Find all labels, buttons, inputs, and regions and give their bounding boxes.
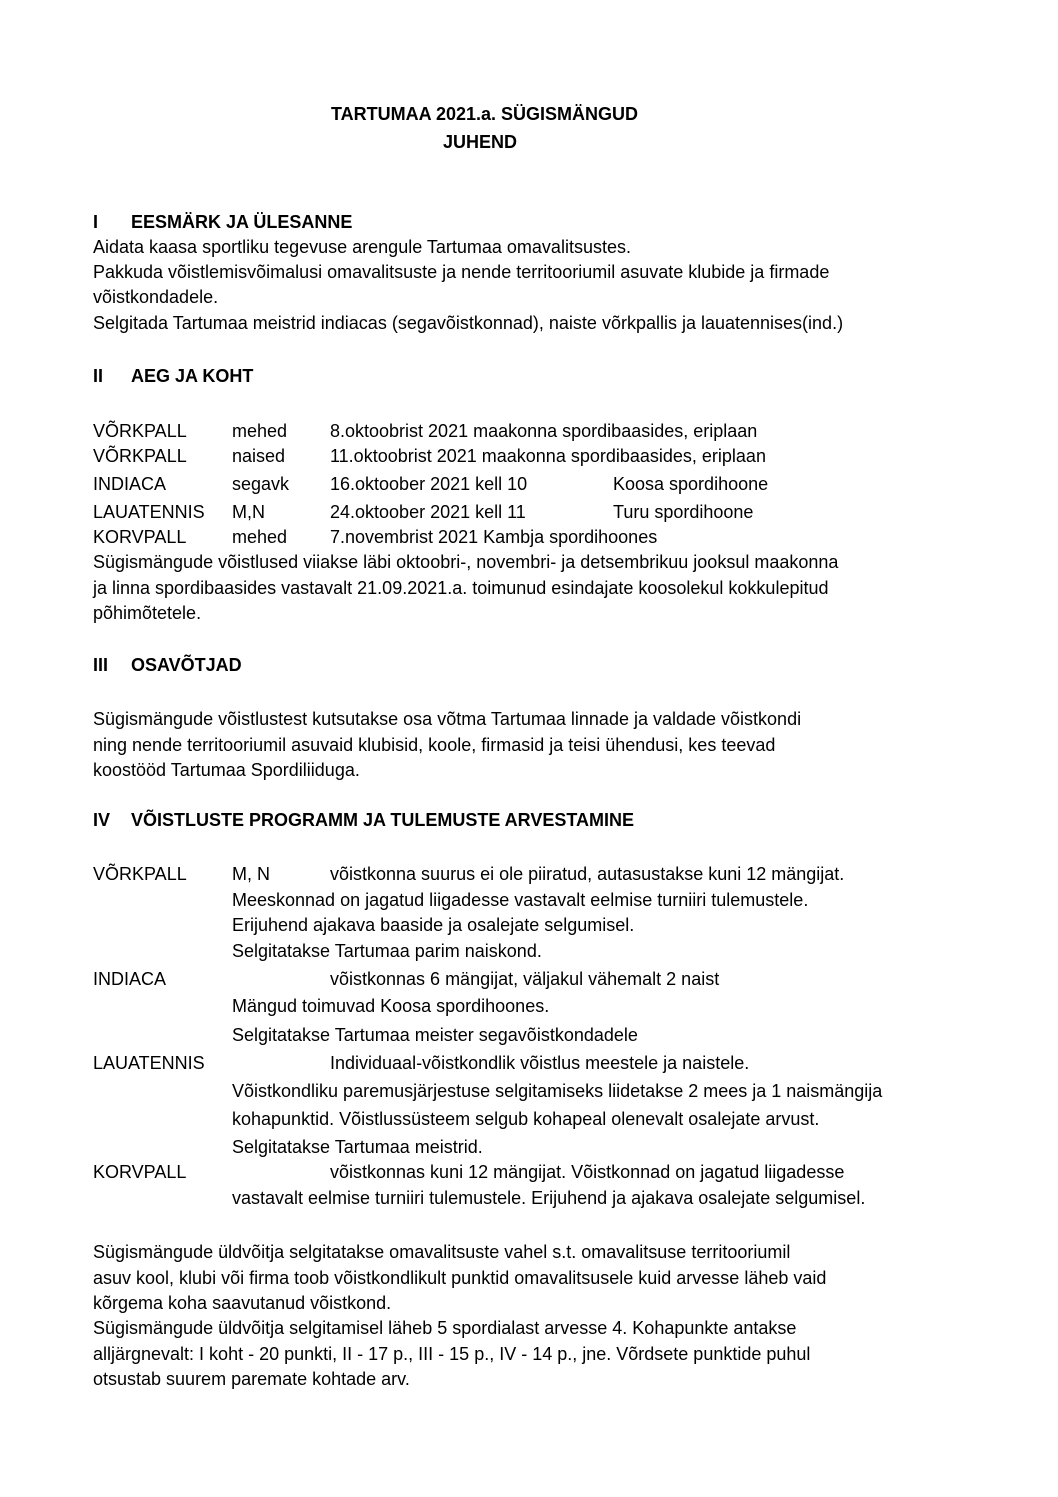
section-2-heading: AEG JA KOHT: [131, 366, 254, 386]
schedule-info: 8.oktoobrist 2021 maakonna spordibaasides, eriplaan: [330, 421, 758, 441]
schedule-sport: VÕRKPALL: [93, 446, 187, 466]
section-3-line: koostööd Tartumaa Spordiliiduga.: [93, 760, 360, 780]
program-text: võistkonna suurus ei ole piiratud, autasustakse kuni 12 mängijat.: [330, 864, 845, 884]
schedule-place: Koosa spordihoone: [613, 474, 769, 494]
section-3-line: ning nende territooriumil asuvaid klubisid, koole, firmasid ja teisi ühendusi, kes teevad: [93, 735, 776, 755]
program-text: Võistkondliku paremusjärjestuse selgitamiseks liidetakse 2 mees ja 1 naismängija: [232, 1081, 883, 1101]
section-1-line: Selgitada Tartumaa meistrid indiacas (segavõistkonnad), naiste võrkpallis ja lauatennises(ind.): [93, 313, 844, 333]
schedule-group: mehed: [232, 527, 288, 547]
section-1-number: I: [93, 212, 99, 232]
program-text: võistkonnas kuni 12 mängijat. Võistkonnad on jagatud liigadesse: [330, 1162, 845, 1182]
schedule-group: segavk: [232, 474, 290, 494]
section-4-heading: VÕISTLUSTE PROGRAMM JA TULEMUSTE ARVESTAMINE: [131, 810, 635, 830]
document-subtitle: JUHEND: [443, 132, 518, 152]
program-text: Selgitatakse Tartumaa meistrid.: [232, 1137, 483, 1157]
schedule-group: M,N: [232, 502, 265, 522]
section-1-line: võistkondadele.: [93, 287, 219, 307]
schedule-info: 24.oktoober 2021 kell 11: [330, 502, 526, 522]
schedule-info: 11.oktoobrist 2021 maakonna spordibaasides, eriplaan: [330, 446, 766, 466]
program-sport: INDIACA: [93, 969, 167, 989]
section-2-line: ja linna spordibaasides vastavalt 21.09.2021.a. toimunud esindajate koosolekul kokkulepitud: [93, 578, 829, 598]
schedule-group: mehed: [232, 421, 288, 441]
schedule-info: 16.oktoober 2021 kell 10: [330, 474, 528, 494]
program-text: Selgitatakse Tartumaa parim naiskond.: [232, 941, 542, 961]
section-3-line: Sügismängude võistlustest kutsutakse osa võtma Tartumaa linnade ja valdade võistkondi: [93, 709, 802, 729]
program-sport: LAUATENNIS: [93, 1053, 205, 1073]
scoring-line: alljärgnevalt: I koht - 20 punkti, II - 17 p., III - 15 p., IV - 14 p., jne. Võrdsete punktide puhul: [93, 1344, 811, 1364]
schedule-sport: KORVPALL: [93, 527, 187, 547]
scoring-line: Sügismängude üldvõitja selgitatakse omavalitsuste vahel s.t. omavalitsuse territooriumil: [93, 1242, 791, 1262]
program-text: Individuaal-võistkondlik võistlus meestele ja naistele.: [330, 1053, 750, 1073]
program-sport: VÕRKPALL: [93, 864, 187, 884]
section-3-number: III: [93, 655, 109, 675]
scoring-line: kõrgema koha saavutanud võistkond.: [93, 1293, 392, 1313]
program-group: M, N: [232, 864, 270, 884]
section-2-line: põhimõtetele.: [93, 603, 202, 623]
program-text: Erijuhend ajakava baaside ja osalejate selgumisel.: [232, 915, 635, 935]
section-1-line: Aidata kaasa sportliku tegevuse arengule Tartumaa omavalitsustes.: [93, 237, 631, 257]
program-text: kohapunktid. Võistlussüsteem selgub kohapeal olenevalt osalejate arvust.: [232, 1109, 820, 1129]
section-1-line: Pakkuda võistlemisvõimalusi omavalitsuste ja nende territooriumil asuvate klubide ja firmade: [93, 262, 830, 282]
scoring-line: asuv kool, klubi või firma toob võistkondlikult punktid omavalitsusele kuid arvesse läheb vaid: [93, 1268, 827, 1288]
section-4-number: IV: [93, 810, 111, 830]
program-sport: KORVPALL: [93, 1162, 187, 1182]
schedule-place: Turu spordihoone: [613, 502, 754, 522]
program-text: Meeskonnad on jagatud liigadesse vastavalt eelmise turniiri tulemustele.: [232, 890, 809, 910]
program-text: vastavalt eelmise turniiri tulemustele. Erijuhend ja ajakava osalejate selgumisel.: [232, 1188, 866, 1208]
section-2-number: II: [93, 366, 104, 386]
scoring-line: otsustab suurem paremate kohtade arv.: [93, 1369, 410, 1389]
program-text: Selgitatakse Tartumaa meister segavõistkondadele: [232, 1025, 638, 1045]
section-1-heading: EESMÄRK JA ÜLESANNE: [131, 212, 353, 232]
scoring-line: Sügismängude üldvõitja selgitamisel läheb 5 spordialast arvesse 4. Kohapunkte antakse: [93, 1318, 797, 1338]
program-text: võistkonnas 6 mängijat, väljakul vähemalt 2 naist: [330, 969, 720, 989]
schedule-info: 7.novembrist 2021 Kambja spordihoones: [330, 527, 658, 547]
schedule-sport: INDIACA: [93, 474, 167, 494]
schedule-sport: LAUATENNIS: [93, 502, 205, 522]
schedule-group: naised: [232, 446, 286, 466]
document-title: TARTUMAA 2021.a. SÜGISMÄNGUD: [331, 104, 639, 124]
section-3-heading: OSAVÕTJAD: [131, 655, 242, 675]
program-text: Mängud toimuvad Koosa spordihoones.: [232, 996, 550, 1016]
schedule-sport: VÕRKPALL: [93, 421, 187, 441]
section-2-line: Sügismängude võistlused viiakse läbi oktoobri-, novembri- ja detsembrikuu jooksul maakonna: [93, 552, 839, 572]
